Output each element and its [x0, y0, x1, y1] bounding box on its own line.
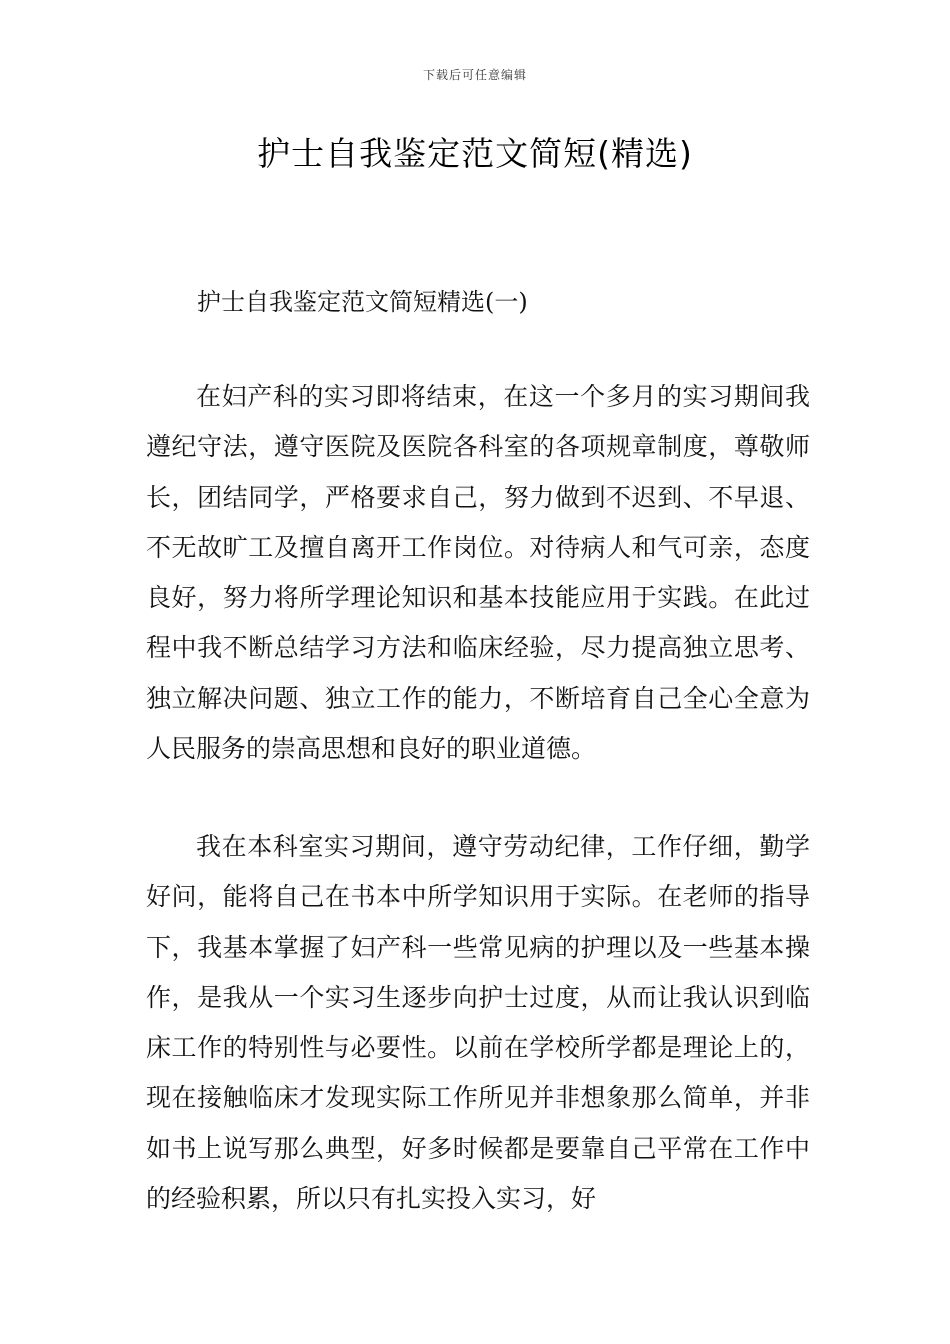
paragraph-2: 我在本科室实习期间，遵守劳动纪律，工作仔细，勤学好问，能将自己在书本中所学知识用于实际。在老师的指导下，我基本掌握了妇产科一些常见病的护理以及一些基本操作，是我从一个实习生逐步向护士过度，从而让我认识到临床工作的特别性与必要性。以前在学校所学都是理论上的，现在接触临床才发现实际工作所见并非想象那么简单，并非如书上说写那么典型，好多时候都是要靠自己平常在工作中的经验积累，所以只有扎实投入实习，好	[146, 832, 810, 1214]
paragraph-1: 在妇产科的实习即将结束，在这一个多月的实习期间我遵纪守法，遵守医院及医院各科室的各项规章制度，尊敬师长，团结同学，严格要求自己，努力做到不迟到、不早退、不无故旷工及擅自离开工作岗位。对待病人和气可亲，态度良好，努力将所学理论知识和基本技能应用于实践。在此过程中我不断总结学习方法和临床经验，尽力提高独立思考、独立解决问题、独立工作的能力，不断培育自己全心全意为人民服务的崇高思想和良好的职业道德。	[146, 382, 810, 764]
header-note: 下载后可任意编辑	[422, 68, 527, 82]
document-title: 护士自我鉴定范文简短(精选)	[257, 134, 693, 173]
section-heading: 护士自我鉴定范文简短精选(一)	[197, 288, 528, 316]
